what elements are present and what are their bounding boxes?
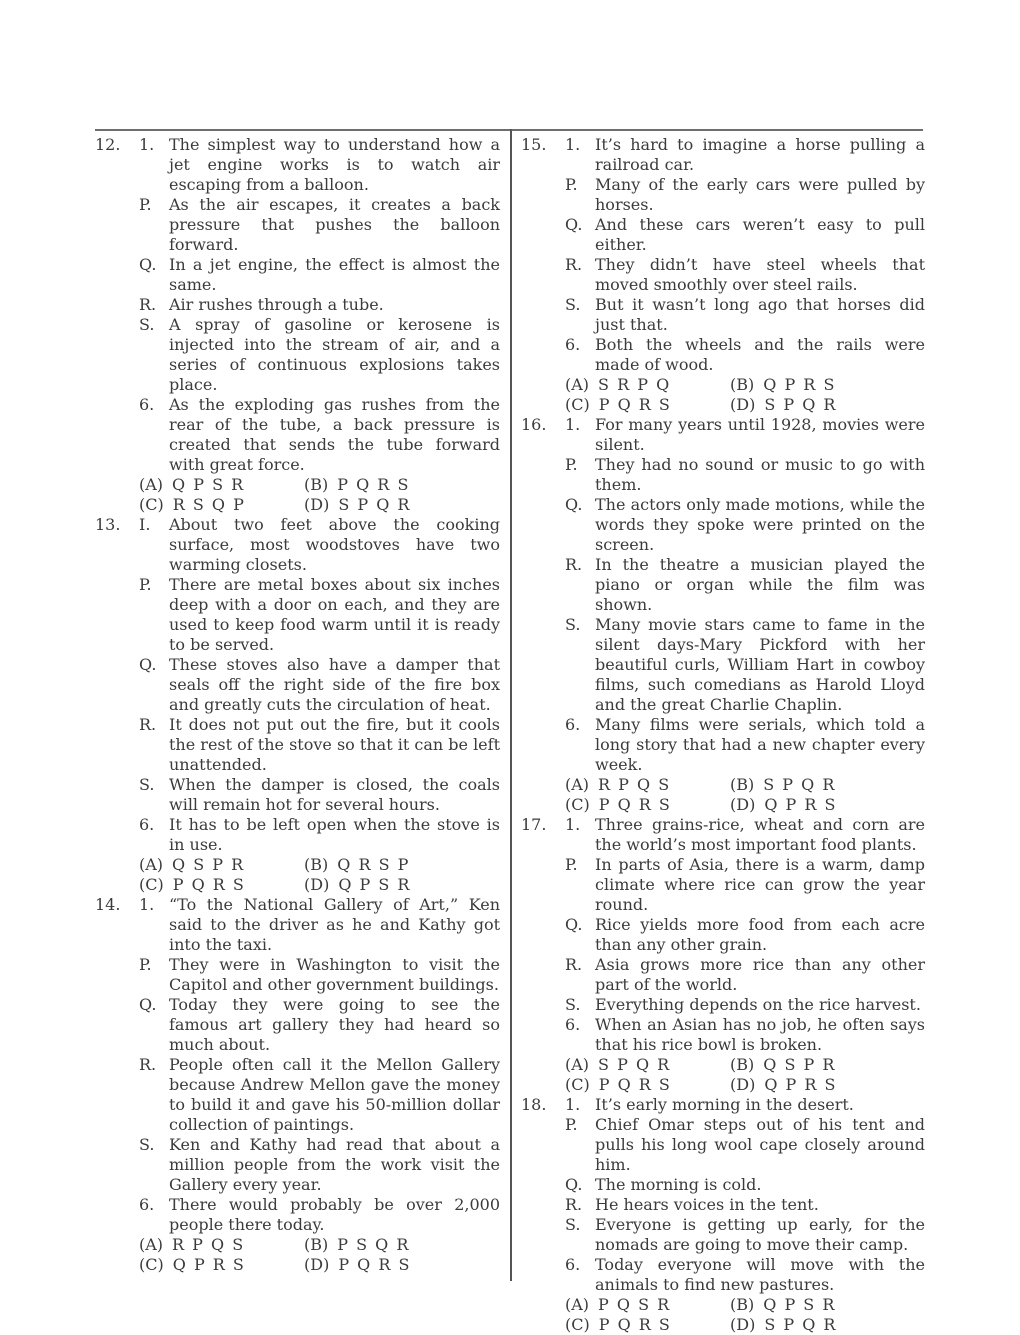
sentence-label: Q. bbox=[565, 1175, 583, 1194]
sentence-text: Three grains-rice, wheat and corn are the world’s most important food plants. bbox=[595, 815, 925, 854]
sentence-text: It’s hard to imagine a horse pulling a railroad car. bbox=[595, 135, 925, 174]
question-number: 15. bbox=[521, 135, 547, 154]
option-sequence: P Q R S bbox=[598, 795, 672, 814]
sentence-label: 1. bbox=[565, 1095, 581, 1114]
option-sequence: S P Q R bbox=[764, 1315, 837, 1334]
sentence-label: 1. bbox=[565, 815, 581, 834]
sentence-text: Everything depends on the rice harvest. bbox=[595, 995, 921, 1014]
option-label: (A) bbox=[139, 475, 164, 494]
option-label: (C) bbox=[139, 495, 164, 514]
option-sequence: Q P R S bbox=[172, 1255, 246, 1274]
sentence-label: I. bbox=[139, 515, 151, 534]
sentence-text: They had no sound or music to go with them. bbox=[595, 455, 925, 494]
sentence-row bbox=[139, 195, 500, 255]
question-body bbox=[139, 895, 500, 1275]
sentence-text: As the air escapes, it creates a back pressure that pushes the balloon forward. bbox=[169, 195, 500, 254]
option-label: (A) bbox=[565, 1055, 590, 1074]
question-number: 12. bbox=[95, 135, 121, 154]
sentence-row bbox=[565, 335, 925, 375]
option-label: (D) bbox=[304, 875, 330, 894]
sentence-text: The simplest way to understand how a jet engine works is to watch air escaping from a balloon. bbox=[169, 135, 500, 194]
question-block bbox=[521, 135, 925, 415]
option-sequence: Q P R S bbox=[764, 1075, 837, 1094]
sentence-row bbox=[565, 715, 925, 775]
sentence-row bbox=[139, 1055, 500, 1135]
answer-option bbox=[565, 1055, 730, 1075]
sentence-text: Today everyone will move with the animals to find new pastures. bbox=[595, 1255, 925, 1294]
option-sequence: Q P S R bbox=[338, 875, 411, 894]
sentence-label: 6. bbox=[565, 1015, 581, 1034]
option-label: (D) bbox=[304, 495, 330, 514]
sentence-label: P. bbox=[139, 195, 152, 214]
sentence-text: There would probably be over 2,000 people there today. bbox=[169, 1195, 500, 1234]
option-sequence: P Q R S bbox=[172, 875, 246, 894]
sentence-text: About two feet above the cooking surface, most woodstoves have two warming closets. bbox=[169, 515, 500, 574]
sentence-label: P. bbox=[565, 855, 578, 874]
option-label: (C) bbox=[565, 1075, 590, 1094]
question-body bbox=[565, 415, 925, 815]
answer-option bbox=[139, 495, 304, 515]
sentence-row bbox=[139, 895, 500, 955]
options-grid bbox=[565, 1295, 925, 1335]
answer-option bbox=[730, 395, 925, 415]
sentence-label: S. bbox=[565, 615, 581, 634]
sentence-label: Q. bbox=[139, 255, 157, 274]
answer-option bbox=[565, 395, 730, 415]
sentence-row bbox=[139, 715, 500, 775]
options-grid bbox=[139, 1235, 500, 1275]
sentence-row bbox=[565, 135, 925, 175]
sentence-row bbox=[565, 175, 925, 215]
sentence-list bbox=[565, 135, 925, 375]
sentence-text: Today they were going to see the famous art gallery they had heard so much about. bbox=[169, 995, 500, 1054]
question-body bbox=[565, 1095, 925, 1335]
options-grid bbox=[139, 475, 500, 515]
sentence-text: When the damper is closed, the coals will remain hot for several hours. bbox=[169, 775, 500, 814]
sentence-text: As the exploding gas rushes from the rear of the tube, a back pressure is created that sends the tube forward with great force. bbox=[169, 395, 500, 474]
sentence-row bbox=[139, 255, 500, 295]
option-sequence: Q P R S bbox=[764, 795, 837, 814]
option-sequence: Q S P R bbox=[763, 1055, 836, 1074]
question-body bbox=[565, 815, 925, 1095]
sentence-text: When an Asian has no job, he often says that his rice bowl is broken. bbox=[595, 1015, 925, 1054]
option-label: (C) bbox=[565, 795, 590, 814]
option-label: (B) bbox=[730, 1295, 755, 1314]
option-label: (B) bbox=[304, 475, 329, 494]
sentence-text: These stoves also have a damper that seals off the right side of the fire box and greatly cuts the circulation of heat. bbox=[169, 655, 500, 714]
sentence-row bbox=[139, 1195, 500, 1235]
answer-option bbox=[139, 875, 304, 895]
option-sequence: P Q R S bbox=[337, 475, 410, 494]
option-sequence: S P Q R bbox=[598, 1055, 671, 1074]
sentence-list bbox=[565, 415, 925, 775]
option-sequence: S P Q R bbox=[338, 495, 411, 514]
sentence-row bbox=[565, 415, 925, 455]
option-label: (A) bbox=[565, 375, 590, 394]
answer-option bbox=[730, 1055, 925, 1075]
option-label: (B) bbox=[730, 375, 755, 394]
sentence-row bbox=[139, 775, 500, 815]
sentence-list bbox=[565, 1095, 925, 1295]
question-number: 17. bbox=[521, 815, 547, 834]
sentence-label: P. bbox=[139, 955, 152, 974]
option-label: (C) bbox=[139, 875, 164, 894]
option-sequence: Q P S R bbox=[172, 475, 245, 494]
answer-option bbox=[730, 775, 925, 795]
answer-option bbox=[565, 1075, 730, 1095]
sentence-row bbox=[139, 395, 500, 475]
sentence-row bbox=[565, 455, 925, 495]
sentence-row bbox=[565, 815, 925, 855]
question-block bbox=[95, 515, 500, 895]
sentence-label: S. bbox=[139, 315, 155, 334]
option-label: (C) bbox=[139, 1255, 164, 1274]
option-sequence: P Q R S bbox=[598, 1315, 672, 1334]
sentence-label: P. bbox=[565, 1115, 578, 1134]
question-body bbox=[139, 135, 500, 515]
sentence-label: Q. bbox=[139, 655, 157, 674]
answer-option bbox=[304, 1235, 500, 1255]
option-label: (D) bbox=[730, 795, 756, 814]
sentence-text: They didn’t have steel wheels that moved smoothly over steel rails. bbox=[595, 255, 925, 294]
answer-option bbox=[730, 1295, 925, 1315]
sentence-list bbox=[139, 895, 500, 1235]
option-sequence: S P Q R bbox=[764, 395, 837, 414]
sentence-row bbox=[139, 135, 500, 195]
option-label: (A) bbox=[565, 1295, 590, 1314]
sentence-text: In parts of Asia, there is a warm, damp climate where rice can grow the year round. bbox=[595, 855, 925, 914]
answer-option bbox=[304, 475, 500, 495]
option-label: (A) bbox=[139, 855, 164, 874]
answer-option bbox=[565, 1295, 730, 1315]
sentence-text: And these cars weren’t easy to pull either. bbox=[595, 215, 925, 254]
sentence-text: In a jet engine, the effect is almost the same. bbox=[169, 255, 500, 294]
answer-option bbox=[139, 1255, 304, 1275]
sentence-row bbox=[139, 575, 500, 655]
sentence-text: Air rushes through a tube. bbox=[169, 295, 384, 314]
sentence-row bbox=[565, 1175, 925, 1195]
sentence-label: Q. bbox=[565, 215, 583, 234]
option-sequence: Q P S R bbox=[763, 1295, 836, 1314]
options-grid bbox=[565, 375, 925, 415]
option-sequence: P Q R S bbox=[338, 1255, 411, 1274]
sentence-label: 6. bbox=[565, 335, 581, 354]
option-sequence: P Q S R bbox=[598, 1295, 671, 1314]
sentence-label: S. bbox=[139, 775, 155, 794]
answer-option bbox=[730, 1315, 925, 1335]
sentence-label: R. bbox=[565, 955, 583, 974]
sentence-label: 6. bbox=[139, 815, 155, 834]
option-label: (B) bbox=[304, 1235, 329, 1254]
question-number: 16. bbox=[521, 415, 547, 434]
answer-option bbox=[304, 495, 500, 515]
sentence-text: It’s early morning in the desert. bbox=[595, 1095, 854, 1114]
sentence-row bbox=[565, 295, 925, 335]
sentence-row bbox=[565, 215, 925, 255]
sentence-label: 1. bbox=[565, 415, 581, 434]
sentence-row bbox=[139, 315, 500, 395]
sentence-row bbox=[565, 1095, 925, 1115]
options-grid bbox=[565, 1055, 925, 1095]
sentence-text: There are metal boxes about six inches deep with a door on each, and they are used to keep food warm until it is ready to be served. bbox=[169, 575, 500, 654]
sentence-label: R. bbox=[139, 295, 157, 314]
sentence-row bbox=[565, 915, 925, 955]
sentence-label: 1. bbox=[139, 135, 155, 154]
option-label: (D) bbox=[730, 1315, 756, 1334]
answer-option bbox=[139, 855, 304, 875]
sentence-text: The actors only made motions, while the words they spoke were printed on the screen. bbox=[595, 495, 925, 554]
questions-area bbox=[95, 135, 925, 1335]
question-block bbox=[521, 815, 925, 1095]
sentence-label: S. bbox=[565, 295, 581, 314]
option-sequence: P S Q R bbox=[337, 1235, 410, 1254]
answer-option bbox=[730, 1075, 925, 1095]
sentence-row bbox=[139, 955, 500, 995]
answer-option bbox=[304, 855, 500, 875]
answer-option bbox=[304, 875, 500, 895]
sentence-row bbox=[565, 495, 925, 555]
sentence-row bbox=[565, 1195, 925, 1215]
option-sequence: S R P Q bbox=[598, 375, 671, 394]
sentence-row bbox=[565, 555, 925, 615]
option-sequence: P Q R S bbox=[598, 1075, 672, 1094]
sentence-row bbox=[139, 995, 500, 1055]
option-sequence: R P Q S bbox=[598, 775, 671, 794]
answer-option bbox=[139, 1235, 304, 1255]
sentence-row bbox=[139, 515, 500, 575]
question-body bbox=[565, 135, 925, 415]
sentence-text: It has to be left open when the stove is in use. bbox=[169, 815, 500, 854]
sentence-text: But it wasn’t long ago that horses did just that. bbox=[595, 295, 925, 334]
sentence-list bbox=[139, 135, 500, 475]
sentence-text: A spray of gasoline or kerosene is injected into the stream of air, and a series of continuous explosions takes place. bbox=[169, 315, 500, 394]
sentence-label: R. bbox=[139, 715, 157, 734]
sentence-text: In the theatre a musician played the piano or organ while the film was shown. bbox=[595, 555, 925, 614]
sentence-label: S. bbox=[565, 1215, 581, 1234]
sentence-label: 6. bbox=[139, 1195, 155, 1214]
question-number: 14. bbox=[95, 895, 121, 914]
option-sequence: Q R S P bbox=[337, 855, 410, 874]
questions-column-right bbox=[506, 135, 925, 1335]
sentence-label: P. bbox=[565, 175, 578, 194]
sentence-row bbox=[565, 1215, 925, 1255]
sentence-row bbox=[565, 955, 925, 995]
option-sequence: S P Q R bbox=[763, 775, 836, 794]
answer-option bbox=[139, 475, 304, 495]
sentence-label: Q. bbox=[565, 915, 583, 934]
sentence-row bbox=[139, 655, 500, 715]
question-block bbox=[521, 415, 925, 815]
option-sequence: Q P R S bbox=[763, 375, 836, 394]
sentence-row bbox=[139, 295, 500, 315]
answer-option bbox=[730, 795, 925, 815]
option-sequence: R S Q P bbox=[172, 495, 246, 514]
sentence-label: P. bbox=[139, 575, 152, 594]
sentence-label: 6. bbox=[139, 395, 155, 414]
option-label: (B) bbox=[730, 1055, 755, 1074]
option-label: (A) bbox=[139, 1235, 164, 1254]
sentence-text: Everyone is getting up early, for the nomads are going to move their camp. bbox=[595, 1215, 925, 1254]
sentence-label: 6. bbox=[565, 715, 581, 734]
option-label: (A) bbox=[565, 775, 590, 794]
sentence-row bbox=[139, 815, 500, 855]
question-body bbox=[139, 515, 500, 895]
option-label: (D) bbox=[730, 395, 756, 414]
question-number: 13. bbox=[95, 515, 121, 534]
sentence-text: Rice yields more food from each acre than any other grain. bbox=[595, 915, 925, 954]
sentence-text: Chief Omar steps out of his tent and pulls his long wool cape closely around him. bbox=[595, 1115, 925, 1174]
option-label: (C) bbox=[565, 1315, 590, 1334]
sentence-text: They were in Washington to visit the Capitol and other government buildings. bbox=[169, 955, 500, 994]
question-block bbox=[95, 895, 500, 1275]
sentence-text: “To the National Gallery of Art,” Ken said to the driver as he and Kathy got into the taxi. bbox=[169, 895, 500, 954]
sentence-label: R. bbox=[139, 1055, 157, 1074]
sentence-text: Ken and Kathy had read that about a million people from the work visit the Gallery every year. bbox=[169, 1135, 500, 1194]
questions-column-left bbox=[95, 135, 506, 1335]
option-label: (B) bbox=[304, 855, 329, 874]
sentence-text: Both the wheels and the rails were made of wood. bbox=[595, 335, 925, 374]
sentence-label: S. bbox=[139, 1135, 155, 1154]
sentence-list bbox=[565, 815, 925, 1055]
answer-option bbox=[565, 1315, 730, 1335]
option-sequence: R P Q S bbox=[172, 1235, 245, 1254]
sentence-text: Many movie stars came to fame in the silent days-Mary Pickford with her beautiful curls, William Hart in cowboy films, such comedians as Harold Lloyd and the great Charlie Chaplin. bbox=[595, 615, 925, 714]
answer-option bbox=[730, 375, 925, 395]
question-block bbox=[95, 135, 500, 515]
sentence-row bbox=[565, 615, 925, 715]
options-grid bbox=[565, 775, 925, 815]
sentence-label: 1. bbox=[565, 135, 581, 154]
sentence-row bbox=[565, 855, 925, 915]
answer-option bbox=[565, 375, 730, 395]
options-grid bbox=[139, 855, 500, 895]
sentence-text: The morning is cold. bbox=[595, 1175, 762, 1194]
top-rule-line bbox=[95, 129, 923, 131]
sentence-label: P. bbox=[565, 455, 578, 474]
question-block bbox=[521, 1095, 925, 1335]
sentence-row bbox=[139, 1135, 500, 1195]
sentence-row bbox=[565, 1015, 925, 1055]
option-label: (C) bbox=[565, 395, 590, 414]
sentence-row bbox=[565, 1115, 925, 1175]
sentence-label: R. bbox=[565, 555, 583, 574]
answer-option bbox=[304, 1255, 500, 1275]
answer-option bbox=[565, 795, 730, 815]
option-label: (D) bbox=[730, 1075, 756, 1094]
option-sequence: P Q R S bbox=[598, 395, 672, 414]
sentence-label: R. bbox=[565, 255, 583, 274]
option-sequence: Q S P R bbox=[172, 855, 245, 874]
sentence-label: Q. bbox=[139, 995, 157, 1014]
sentence-label: Q. bbox=[565, 495, 583, 514]
option-label: (D) bbox=[304, 1255, 330, 1274]
sentence-row bbox=[565, 1255, 925, 1295]
sentence-text: For many years until 1928, movies were silent. bbox=[595, 415, 925, 454]
sentence-list bbox=[139, 515, 500, 855]
sentence-text: He hears voices in the tent. bbox=[595, 1195, 819, 1214]
sentence-row bbox=[565, 255, 925, 295]
sentence-row bbox=[565, 995, 925, 1015]
answer-option bbox=[565, 775, 730, 795]
sentence-label: R. bbox=[565, 1195, 583, 1214]
sentence-label: 6. bbox=[565, 1255, 581, 1274]
sentence-label: 1. bbox=[139, 895, 155, 914]
sentence-text: Asia grows more rice than any other part of the world. bbox=[595, 955, 925, 994]
sentence-text: People often call it the Mellon Gallery because Andrew Mellon gave the money to build it and gave his 50-million dollar collection of paintings. bbox=[169, 1055, 500, 1134]
question-number: 18. bbox=[521, 1095, 547, 1114]
option-label: (B) bbox=[730, 775, 755, 794]
sentence-label: S. bbox=[565, 995, 581, 1014]
sentence-text: Many films were serials, which told a long story that had a new chapter every week. bbox=[595, 715, 925, 774]
sentence-text: Many of the early cars were pulled by horses. bbox=[595, 175, 925, 214]
sentence-text: It does not put out the fire, but it cools the rest of the stove so that it can be left unattended. bbox=[169, 715, 500, 774]
